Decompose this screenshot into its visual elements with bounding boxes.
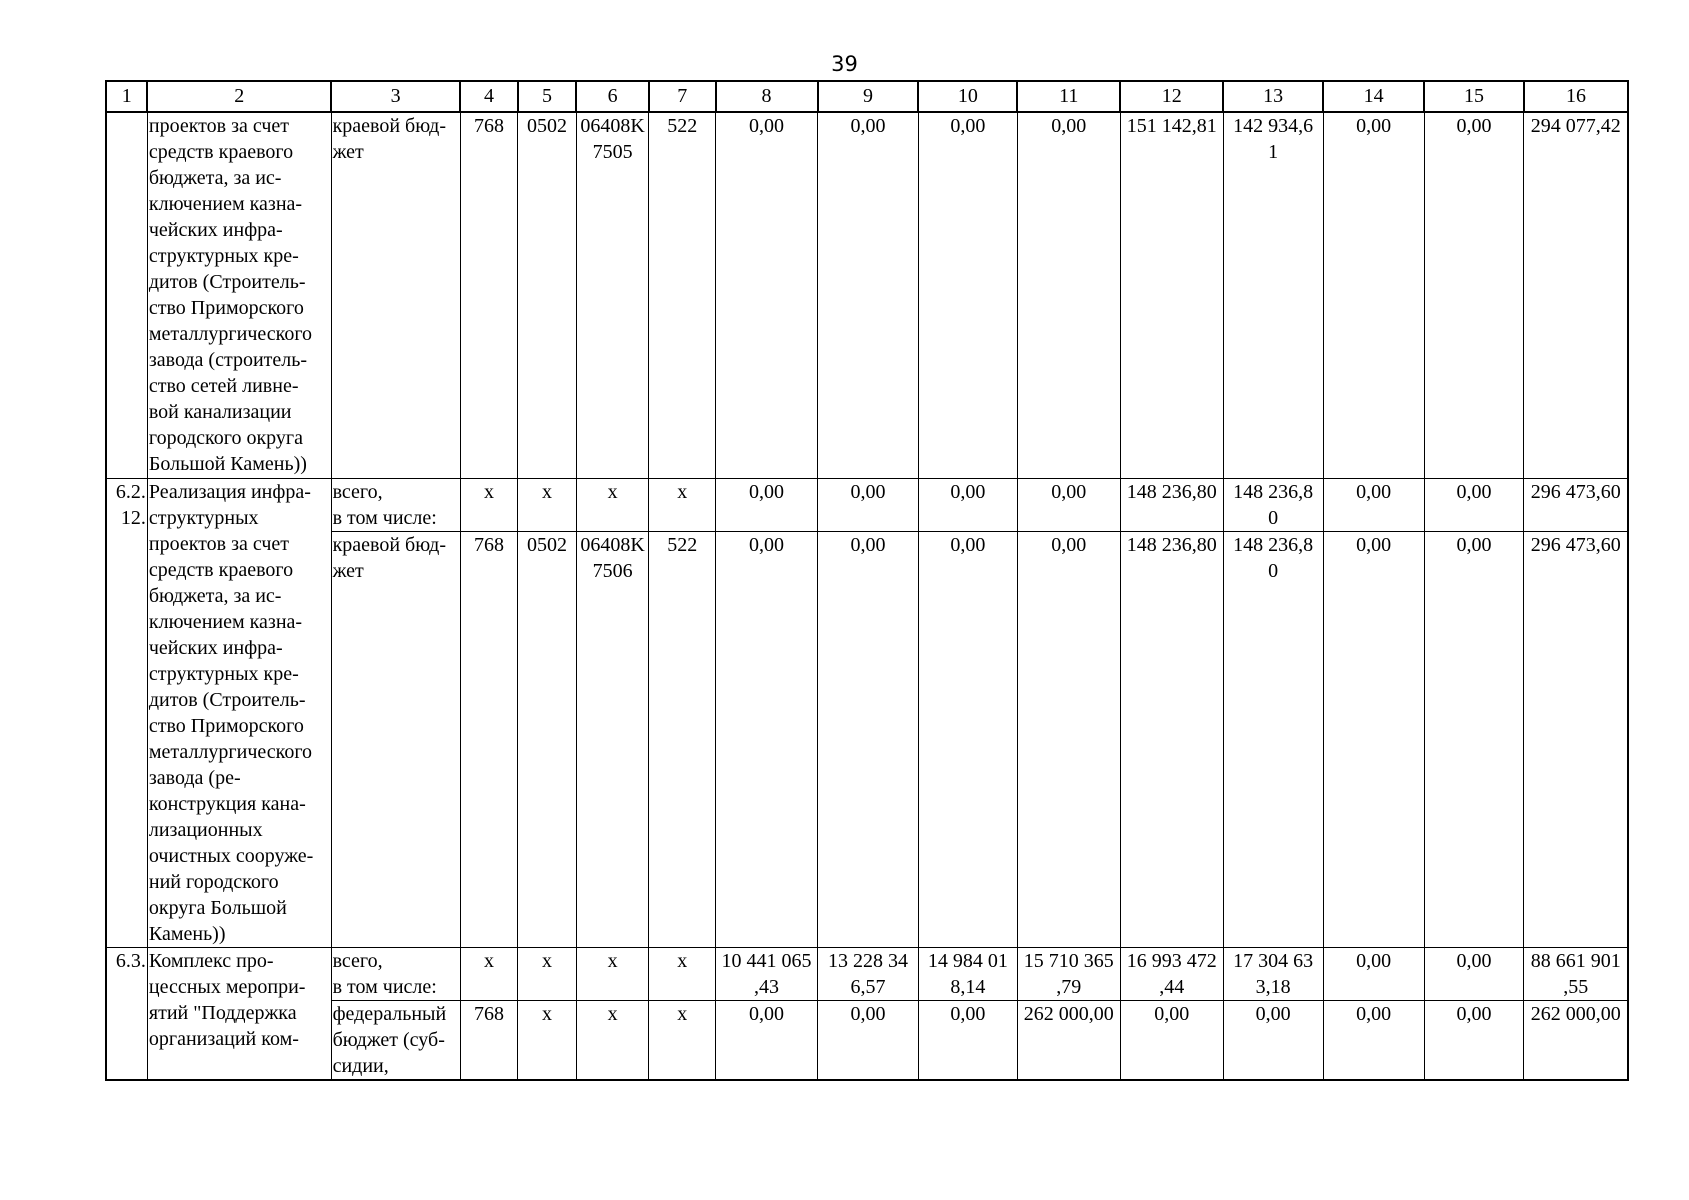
column-number: 9 — [818, 81, 919, 112]
code-cell: x — [649, 478, 716, 531]
row-number-cell: 6.2. 12. — [106, 478, 147, 947]
column-number: 16 — [1524, 81, 1628, 112]
code-cell: 06408K 7506 — [576, 531, 649, 947]
funding-source-cell: краевой бюд- жет — [331, 112, 460, 478]
amount-cell: 0,00 — [716, 1000, 818, 1080]
amount-cell: 148 236,80 — [1120, 478, 1223, 531]
column-number: 4 — [460, 81, 518, 112]
amount-cell: 16 993 472 ,44 — [1120, 947, 1223, 1000]
item-name-cell: Реализация инфра- структурных проектов за счет средств краевого бюджета, за ис- ключением казна- чейских инфра- структурных кре- дитов (Строитель- ство Приморского металлургического завода (ре- конструкция кана- лизационных очистных сооруже- ний городского округа Большой Камень)) — [147, 478, 331, 947]
amount-cell: 148 236,8 0 — [1223, 478, 1323, 531]
amount-cell: 142 934,6 1 — [1223, 112, 1323, 478]
amount-cell: 0,00 — [918, 112, 1017, 478]
code-cell: 768 — [460, 531, 518, 947]
amount-cell: 10 441 065 ,43 — [716, 947, 818, 1000]
amount-cell: 0,00 — [918, 1000, 1017, 1080]
funding-source-cell: всего, в том числе: — [331, 947, 460, 1000]
amount-cell: 262 000,00 — [1017, 1000, 1120, 1080]
page-number: 39 — [831, 52, 858, 76]
amount-cell: 88 661 901 ,55 — [1524, 947, 1628, 1000]
code-cell: x — [518, 947, 577, 1000]
amount-cell: 0,00 — [1424, 112, 1524, 478]
amount-cell: 0,00 — [918, 531, 1017, 947]
amount-cell: 0,00 — [1017, 112, 1120, 478]
column-number: 10 — [918, 81, 1017, 112]
amount-cell: 0,00 — [1424, 478, 1524, 531]
amount-cell: 296 473,60 — [1524, 478, 1628, 531]
budget-table — [105, 80, 1629, 1081]
amount-cell: 0,00 — [1424, 947, 1524, 1000]
amount-cell: 0,00 — [1323, 478, 1424, 531]
code-cell: 0502 — [518, 531, 577, 947]
amount-cell: 0,00 — [1424, 1000, 1524, 1080]
amount-cell: 0,00 — [716, 112, 818, 478]
amount-cell: 0,00 — [1223, 1000, 1323, 1080]
amount-cell: 151 142,81 — [1120, 112, 1223, 478]
row-number-cell — [106, 112, 147, 478]
column-number: 13 — [1223, 81, 1323, 112]
column-number: 3 — [331, 81, 460, 112]
amount-cell: 0,00 — [1017, 478, 1120, 531]
amount-cell: 0,00 — [716, 531, 818, 947]
code-cell: x — [518, 478, 577, 531]
code-cell: x — [460, 947, 518, 1000]
code-cell: 0502 — [518, 112, 577, 478]
amount-cell: 15 710 365 ,79 — [1017, 947, 1120, 1000]
item-name-cell: Комплекс про- цессных меропри- ятий "Поддержка организаций ком- — [147, 947, 331, 1080]
code-cell: x — [460, 478, 518, 531]
column-number: 14 — [1323, 81, 1424, 112]
column-number: 11 — [1017, 81, 1120, 112]
code-cell: x — [576, 478, 649, 531]
column-number: 2 — [147, 81, 331, 112]
column-number: 6 — [576, 81, 649, 112]
table-row — [106, 1000, 1628, 1080]
item-name-cell: проектов за счет средств краевого бюджета, за ис- ключением казна- чейских инфра- структурных кре- дитов (Строитель- ство Приморского металлургического завода (строитель- ство сетей ливне- вой канализации городского округа Большой Камень)) — [147, 112, 331, 478]
amount-cell: 13 228 34 6,57 — [818, 947, 919, 1000]
code-cell: 768 — [460, 112, 518, 478]
code-cell: 522 — [649, 531, 716, 947]
amount-cell: 296 473,60 — [1524, 531, 1628, 947]
code-cell: x — [649, 947, 716, 1000]
amount-cell: 0,00 — [818, 1000, 919, 1080]
column-number: 8 — [716, 81, 818, 112]
funding-source-cell: краевой бюд- жет — [331, 531, 460, 947]
amount-cell: 148 236,8 0 — [1223, 531, 1323, 947]
table-row — [106, 478, 1628, 531]
amount-cell: 0,00 — [818, 112, 919, 478]
code-cell: x — [576, 1000, 649, 1080]
amount-cell: 294 077,42 — [1524, 112, 1628, 478]
table-row — [106, 112, 1628, 478]
amount-cell: 0,00 — [1323, 1000, 1424, 1080]
amount-cell: 17 304 63 3,18 — [1223, 947, 1323, 1000]
amount-cell: 0,00 — [1323, 531, 1424, 947]
row-number-cell: 6.3. — [106, 947, 147, 1080]
amount-cell: 0,00 — [1424, 531, 1524, 947]
amount-cell: 148 236,80 — [1120, 531, 1223, 947]
column-number-row — [106, 81, 1628, 112]
amount-cell: 0,00 — [1017, 531, 1120, 947]
amount-cell: 0,00 — [918, 478, 1017, 531]
code-cell: x — [649, 1000, 716, 1080]
amount-cell: 262 000,00 — [1524, 1000, 1628, 1080]
code-cell: 768 — [460, 1000, 518, 1080]
amount-cell: 0,00 — [716, 478, 818, 531]
amount-cell: 14 984 01 8,14 — [918, 947, 1017, 1000]
amount-cell: 0,00 — [1120, 1000, 1223, 1080]
table-row — [106, 947, 1628, 1000]
column-number: 15 — [1424, 81, 1524, 112]
amount-cell: 0,00 — [818, 531, 919, 947]
code-cell: 06408K 7505 — [576, 112, 649, 478]
amount-cell: 0,00 — [1323, 112, 1424, 478]
amount-cell: 0,00 — [1323, 947, 1424, 1000]
column-number: 1 — [106, 81, 147, 112]
column-number: 12 — [1120, 81, 1223, 112]
amount-cell: 0,00 — [818, 478, 919, 531]
column-number: 5 — [518, 81, 577, 112]
table-row — [106, 531, 1628, 947]
column-number: 7 — [649, 81, 716, 112]
code-cell: x — [518, 1000, 577, 1080]
funding-source-cell: федеральный бюджет (суб- сидии, — [331, 1000, 460, 1080]
funding-source-cell: всего, в том числе: — [331, 478, 460, 531]
code-cell: 522 — [649, 112, 716, 478]
code-cell: x — [576, 947, 649, 1000]
